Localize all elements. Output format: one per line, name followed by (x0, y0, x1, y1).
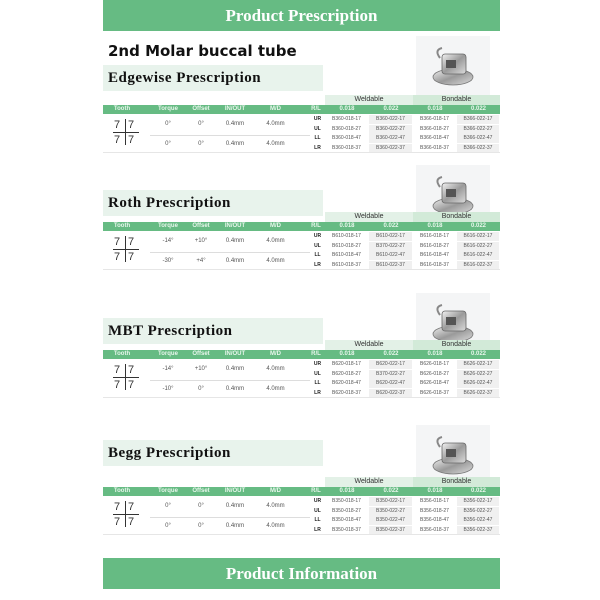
lower-md-value: 4.0mm (266, 386, 285, 392)
column-header: Tooth (113, 106, 131, 112)
weldable-header: Weldable (325, 477, 413, 487)
part-number-cell: B626-022-37 (457, 389, 499, 398)
rl-label: UL (314, 242, 321, 249)
part-number-cell: B360-022-27 (369, 125, 412, 134)
section-title: Edgewise Prescription (103, 65, 323, 91)
page-title: 2nd Molar buccal tube (108, 42, 297, 60)
table-bottom-line (103, 397, 500, 398)
part-number-cell: B356-022-47 (457, 516, 499, 525)
bondable-header: Bondable (413, 340, 500, 350)
column-header: 0.022 (470, 223, 486, 229)
upper-torque-value: 0° (165, 121, 171, 127)
lower-md-value: 4.0mm (266, 141, 285, 147)
column-header: Torque (158, 351, 178, 357)
column-header: Offset (192, 106, 210, 112)
row-divider (150, 380, 310, 381)
tooth-divider-horizontal (113, 132, 139, 133)
row-divider (150, 252, 310, 253)
part-number-cell: B356-018-17 (420, 498, 449, 504)
part-number-cell: B626-022-47 (457, 379, 499, 388)
column-header-row (103, 487, 500, 496)
column-header: 0.022 (383, 488, 399, 494)
part-number-cell: B616-018-37 (420, 261, 449, 268)
column-header: Torque (158, 488, 178, 494)
column-header: M/D (270, 488, 281, 494)
part-number-cell: B366-018-17 (420, 116, 449, 122)
column-header: R/L (311, 106, 321, 112)
lower-offset-value: 0° (198, 523, 204, 529)
upper-md-value: 4.0mm (266, 366, 285, 372)
part-number-cell: B350-018-17 (332, 498, 361, 504)
column-header: 0.018 (427, 351, 443, 357)
part-number-cell: B356-022-17 (457, 497, 499, 506)
part-number-cell: B350-018-37 (332, 526, 361, 533)
prescription-table (103, 340, 500, 400)
tooth-divider-horizontal (113, 377, 139, 378)
tooth-ll: 7 (114, 134, 121, 146)
lower-torque-value: -30° (162, 258, 174, 264)
upper-md-value: 4.0mm (266, 238, 285, 244)
column-header: Offset (192, 351, 210, 357)
buccal-tube-icon (426, 173, 480, 217)
tooth-lr: 7 (128, 251, 135, 263)
column-header: 0.022 (470, 351, 486, 357)
rl-label: LL (314, 252, 321, 258)
rl-label: UL (314, 370, 321, 377)
rl-label: LR (314, 144, 321, 151)
column-header-row (103, 222, 500, 231)
rl-label: LR (314, 261, 321, 268)
weldable-header: Weldable (325, 340, 413, 350)
bondable-header: Bondable (413, 212, 500, 222)
tooth-chart (113, 362, 139, 394)
bondable-header: Bondable (413, 95, 500, 105)
rl-label: UR (313, 233, 322, 239)
part-number-cell: B360-018-17 (332, 116, 361, 122)
part-number-cell: B366-022-17 (457, 115, 499, 124)
section-title: MBT Prescription (103, 318, 323, 344)
row-divider (150, 135, 310, 136)
part-number-cell: B356-022-27 (457, 507, 499, 516)
part-number-cell: B620-018-27 (332, 370, 361, 377)
lower-torque-value: 0° (165, 141, 171, 147)
column-header: 0.022 (470, 106, 486, 112)
part-number-cell: B370-022-27 (369, 370, 412, 379)
part-number-cell: B616-022-47 (457, 251, 499, 260)
part-number-cell: B350-018-47 (332, 517, 361, 523)
upper-inout-value: 0.4mm (225, 238, 245, 244)
part-number-cell: B356-018-37 (420, 526, 449, 533)
bondable-header: Bondable (413, 477, 500, 487)
upper-inout-value: 0.4mm (225, 121, 245, 127)
tooth-divider-horizontal (113, 249, 139, 250)
weldable-header: Weldable (325, 212, 413, 222)
prescription-table (103, 477, 500, 537)
lower-md-value: 4.0mm (266, 523, 285, 529)
part-number-cell: B610-018-27 (332, 242, 361, 249)
column-header: 0.018 (339, 488, 355, 494)
buccal-tube-product-image (416, 36, 490, 96)
table-bottom-line (103, 269, 500, 270)
column-header: Tooth (113, 351, 131, 357)
column-header: IN/OUT (224, 488, 246, 494)
part-number-cell: B626-018-17 (420, 361, 449, 367)
column-header: 0.022 (383, 351, 399, 357)
column-header: 0.022 (383, 106, 399, 112)
upper-inout-value: 0.4mm (225, 503, 245, 509)
rl-label: UL (314, 507, 321, 514)
lower-inout-value: 0.4mm (225, 523, 245, 529)
upper-md-value: 4.0mm (266, 121, 285, 127)
upper-torque-value: -14° (162, 238, 174, 244)
part-number-cell: B350-022-37 (369, 526, 412, 535)
tooth-ll: 7 (114, 379, 121, 391)
tooth-chart (113, 499, 139, 531)
rl-label: UR (313, 498, 322, 504)
buccal-tube-product-image (416, 425, 490, 485)
lower-offset-value: 0° (198, 386, 204, 392)
part-number-cell: B626-018-47 (420, 380, 449, 386)
part-number-cell: B616-022-37 (457, 261, 499, 270)
tooth-lr: 7 (128, 134, 135, 146)
part-number-cell: B610-022-47 (369, 251, 412, 260)
part-number-cell: B360-022-37 (369, 144, 412, 153)
upper-torque-value: 0° (165, 503, 171, 509)
table-bottom-line (103, 152, 500, 153)
tooth-ul: 7 (114, 119, 121, 131)
upper-offset-value: 0° (198, 503, 204, 509)
part-number-cell: B366-022-27 (457, 125, 499, 134)
part-number-cell: B610-018-17 (332, 233, 361, 239)
tooth-chart (113, 117, 139, 149)
upper-inout-value: 0.4mm (225, 366, 245, 372)
tooth-chart (113, 234, 139, 266)
part-number-cell: B620-018-37 (332, 389, 361, 396)
column-header-row (103, 350, 500, 359)
column-header: 0.022 (383, 223, 399, 229)
tooth-ul: 7 (114, 364, 121, 376)
tooth-divider-horizontal (113, 514, 139, 515)
upper-offset-value: +10° (194, 238, 208, 244)
tooth-ur: 7 (128, 236, 135, 248)
column-header: M/D (270, 106, 281, 112)
column-header: Offset (192, 223, 210, 229)
part-number-cell: B620-022-37 (369, 389, 412, 398)
upper-offset-value: +10° (194, 366, 208, 372)
lower-torque-value: -10° (162, 386, 174, 392)
buccal-tube-icon (426, 44, 480, 88)
part-number-cell: B360-018-37 (332, 144, 361, 151)
part-number-cell: B360-022-47 (369, 134, 412, 143)
tooth-lr: 7 (128, 379, 135, 391)
part-number-cell: B616-018-17 (420, 233, 449, 239)
part-number-cell: B616-022-27 (457, 242, 499, 251)
part-number-cell: B616-022-17 (457, 232, 499, 241)
part-number-cell: B610-022-37 (369, 261, 412, 270)
column-header-row (103, 105, 500, 114)
part-number-cell: B626-018-37 (420, 389, 449, 396)
part-number-cell: B366-018-47 (420, 135, 449, 141)
tooth-ur: 7 (128, 119, 135, 131)
rl-label: LL (314, 380, 321, 386)
tooth-ur: 7 (128, 364, 135, 376)
part-number-cell: B356-018-47 (420, 517, 449, 523)
prescription-table (103, 212, 500, 272)
column-header: 0.018 (339, 351, 355, 357)
part-number-cell: B350-018-27 (332, 507, 361, 514)
tooth-ll: 7 (114, 516, 121, 528)
part-number-cell: B366-018-37 (420, 144, 449, 151)
part-number-cell: B350-022-47 (369, 516, 412, 525)
part-number-cell: B366-022-37 (457, 144, 499, 153)
column-header: Tooth (113, 488, 131, 494)
product-prescription-banner: Product Prescription (103, 0, 500, 31)
lower-inout-value: 0.4mm (225, 141, 245, 147)
table-bottom-line (103, 534, 500, 535)
section-title: Roth Prescription (103, 190, 323, 216)
upper-offset-value: 0° (198, 121, 204, 127)
column-header: Offset (192, 488, 210, 494)
part-number-cell: B356-018-27 (420, 507, 449, 514)
column-header: 0.018 (427, 106, 443, 112)
part-number-cell: B350-022-27 (369, 507, 412, 516)
part-number-cell: B620-022-17 (369, 360, 412, 369)
lower-offset-value: +4° (196, 258, 206, 264)
rl-label: UR (313, 116, 322, 122)
tooth-ll: 7 (114, 251, 121, 263)
part-number-cell: B360-018-27 (332, 125, 361, 132)
column-header: 0.022 (470, 488, 486, 494)
weldable-header: Weldable (325, 95, 413, 105)
part-number-cell: B350-022-17 (369, 497, 412, 506)
rl-label: LR (314, 389, 321, 396)
lower-inout-value: 0.4mm (225, 386, 245, 392)
part-number-cell: B620-018-17 (332, 361, 361, 367)
tooth-lr: 7 (128, 516, 135, 528)
column-header: Torque (158, 223, 178, 229)
lower-torque-value: 0° (165, 523, 171, 529)
part-number-cell: B626-022-17 (457, 360, 499, 369)
part-number-cell: B366-022-47 (457, 134, 499, 143)
part-number-cell: B360-022-17 (369, 115, 412, 124)
part-number-cell: B626-022-27 (457, 370, 499, 379)
part-number-cell: B370-022-27 (369, 242, 412, 251)
column-header: IN/OUT (224, 106, 246, 112)
part-number-cell: B610-022-17 (369, 232, 412, 241)
upper-md-value: 4.0mm (266, 503, 285, 509)
tooth-ul: 7 (114, 236, 121, 248)
part-number-cell: B610-018-37 (332, 261, 361, 268)
rl-label: UR (313, 361, 322, 367)
rl-label: LR (314, 526, 321, 533)
column-header: IN/OUT (224, 351, 246, 357)
column-header: IN/OUT (224, 223, 246, 229)
part-number-cell: B626-018-27 (420, 370, 449, 377)
row-divider (150, 517, 310, 518)
column-header: 0.018 (339, 106, 355, 112)
part-number-cell: B616-018-27 (420, 242, 449, 249)
section-title: Begg Prescription (103, 440, 323, 466)
column-header: R/L (311, 488, 321, 494)
tooth-ur: 7 (128, 501, 135, 513)
lower-md-value: 4.0mm (266, 258, 285, 264)
column-header: Torque (158, 106, 178, 112)
column-header: 0.018 (339, 223, 355, 229)
column-header: M/D (270, 351, 281, 357)
buccal-tube-icon (426, 433, 480, 477)
column-header: 0.018 (427, 223, 443, 229)
lower-offset-value: 0° (198, 141, 204, 147)
part-number-cell: B366-018-27 (420, 125, 449, 132)
part-number-cell: B620-018-47 (332, 380, 361, 386)
rl-label: UL (314, 125, 321, 132)
part-number-cell: B616-018-47 (420, 252, 449, 258)
part-number-cell: B620-022-47 (369, 379, 412, 388)
column-header: Tooth (113, 223, 131, 229)
product-information-banner: Product Information (103, 558, 500, 589)
tooth-ul: 7 (114, 501, 121, 513)
column-header: R/L (311, 351, 321, 357)
column-header: R/L (311, 223, 321, 229)
upper-torque-value: -14° (162, 366, 174, 372)
column-header: M/D (270, 223, 281, 229)
column-header: 0.018 (427, 488, 443, 494)
buccal-tube-icon (426, 301, 480, 345)
part-number-cell: B356-022-37 (457, 526, 499, 535)
prescription-table (103, 95, 500, 155)
rl-label: LL (314, 517, 321, 523)
part-number-cell: B610-018-47 (332, 252, 361, 258)
lower-inout-value: 0.4mm (225, 258, 245, 264)
part-number-cell: B360-018-47 (332, 135, 361, 141)
rl-label: LL (314, 135, 321, 141)
